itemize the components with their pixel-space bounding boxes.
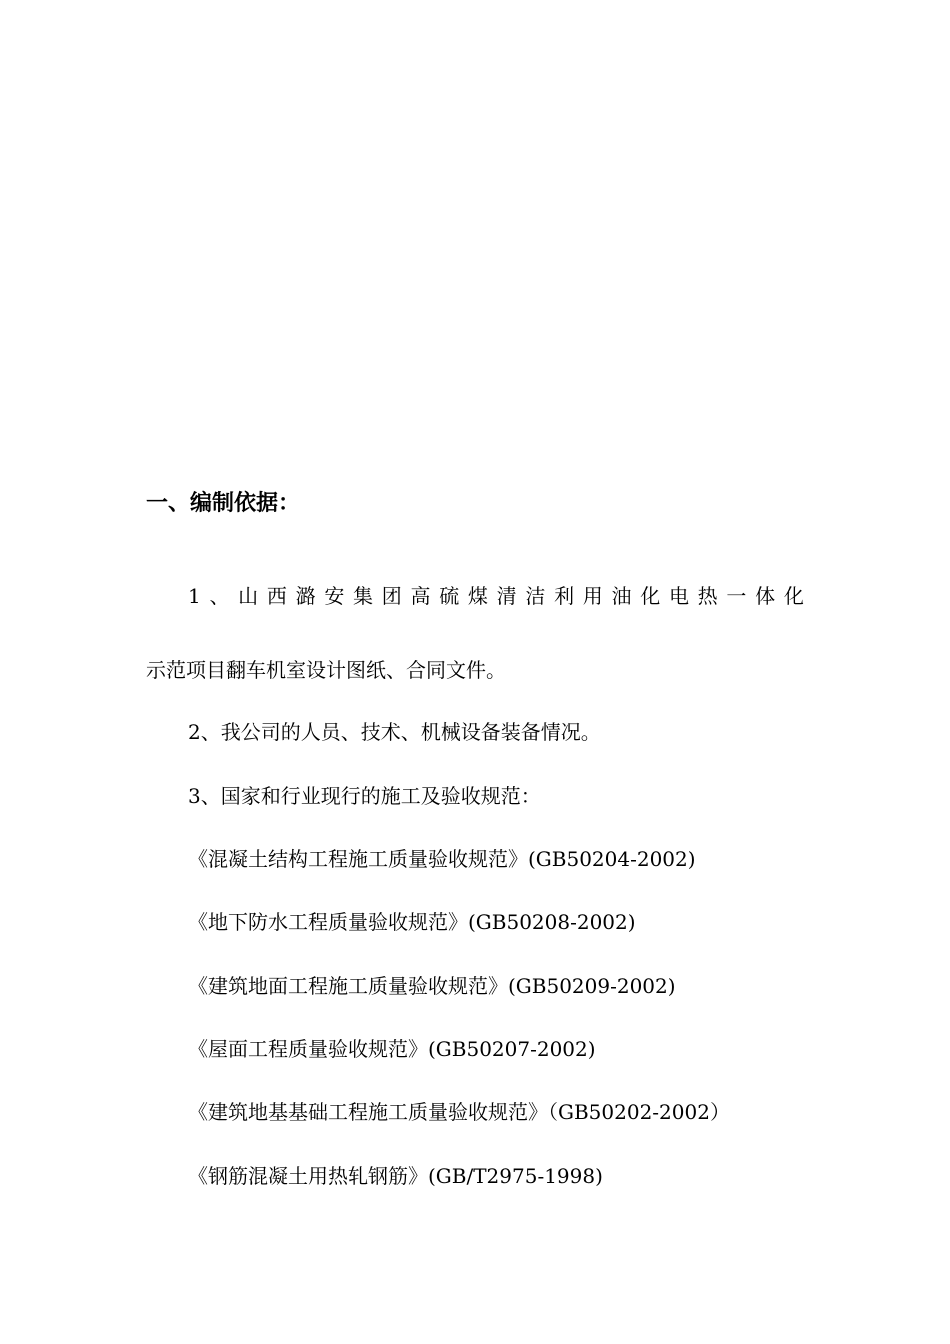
item-1-char: 清	[496, 584, 517, 608]
item-1-char: 西	[266, 584, 287, 608]
item-1-char: 化	[783, 584, 804, 608]
item-2: 2、我公司的人员、技术、机械设备装备情况。	[188, 720, 601, 744]
item-1-char: 热	[697, 584, 718, 608]
item-1-char: 团	[381, 584, 402, 608]
item-1-char: 洁	[525, 584, 546, 608]
section-heading: 一、编制依据：	[146, 491, 301, 516]
item-1-char: 硫	[439, 584, 460, 608]
standard-item: 《地下防水工程质量验收规范》(GB50208-2002)	[188, 910, 636, 934]
standard-item: 《混凝土结构工程施工质量验收规范》(GB50204-2002)	[188, 847, 696, 871]
item-1-char: 1	[188, 584, 201, 608]
item-1-char: 、	[209, 584, 230, 608]
item-1-char: 电	[668, 584, 689, 608]
item-1-char: 化	[640, 584, 661, 608]
item-1-char: 山	[238, 584, 259, 608]
item-1-line-2: 示范项目翻车机室设计图纸、合同文件。	[146, 658, 506, 682]
item-1-char: 用	[582, 584, 603, 608]
item-1-char: 一	[726, 584, 747, 608]
item-1-char: 集	[353, 584, 374, 608]
item-1-char: 潞	[295, 584, 316, 608]
standard-item: 《建筑地基基础工程施工质量验收规范》（GB50202-2002）	[188, 1100, 730, 1124]
standard-item: 《建筑地面工程施工质量验收规范》(GB50209-2002)	[188, 974, 676, 998]
item-1-line-1	[188, 582, 804, 610]
item-1-char: 体	[755, 584, 776, 608]
item-1-char: 高	[410, 584, 431, 608]
standard-item: 《钢筋混凝土用热轧钢筋》(GB/T2975-1998)	[188, 1164, 603, 1188]
item-1-char: 利	[554, 584, 575, 608]
item-1-char: 煤	[467, 584, 488, 608]
item-1-char: 安	[324, 584, 345, 608]
item-3: 3、国家和行业现行的施工及验收规范：	[188, 784, 541, 808]
standard-item: 《屋面工程质量验收规范》(GB50207-2002)	[188, 1037, 596, 1061]
item-1-char: 油	[611, 584, 632, 608]
